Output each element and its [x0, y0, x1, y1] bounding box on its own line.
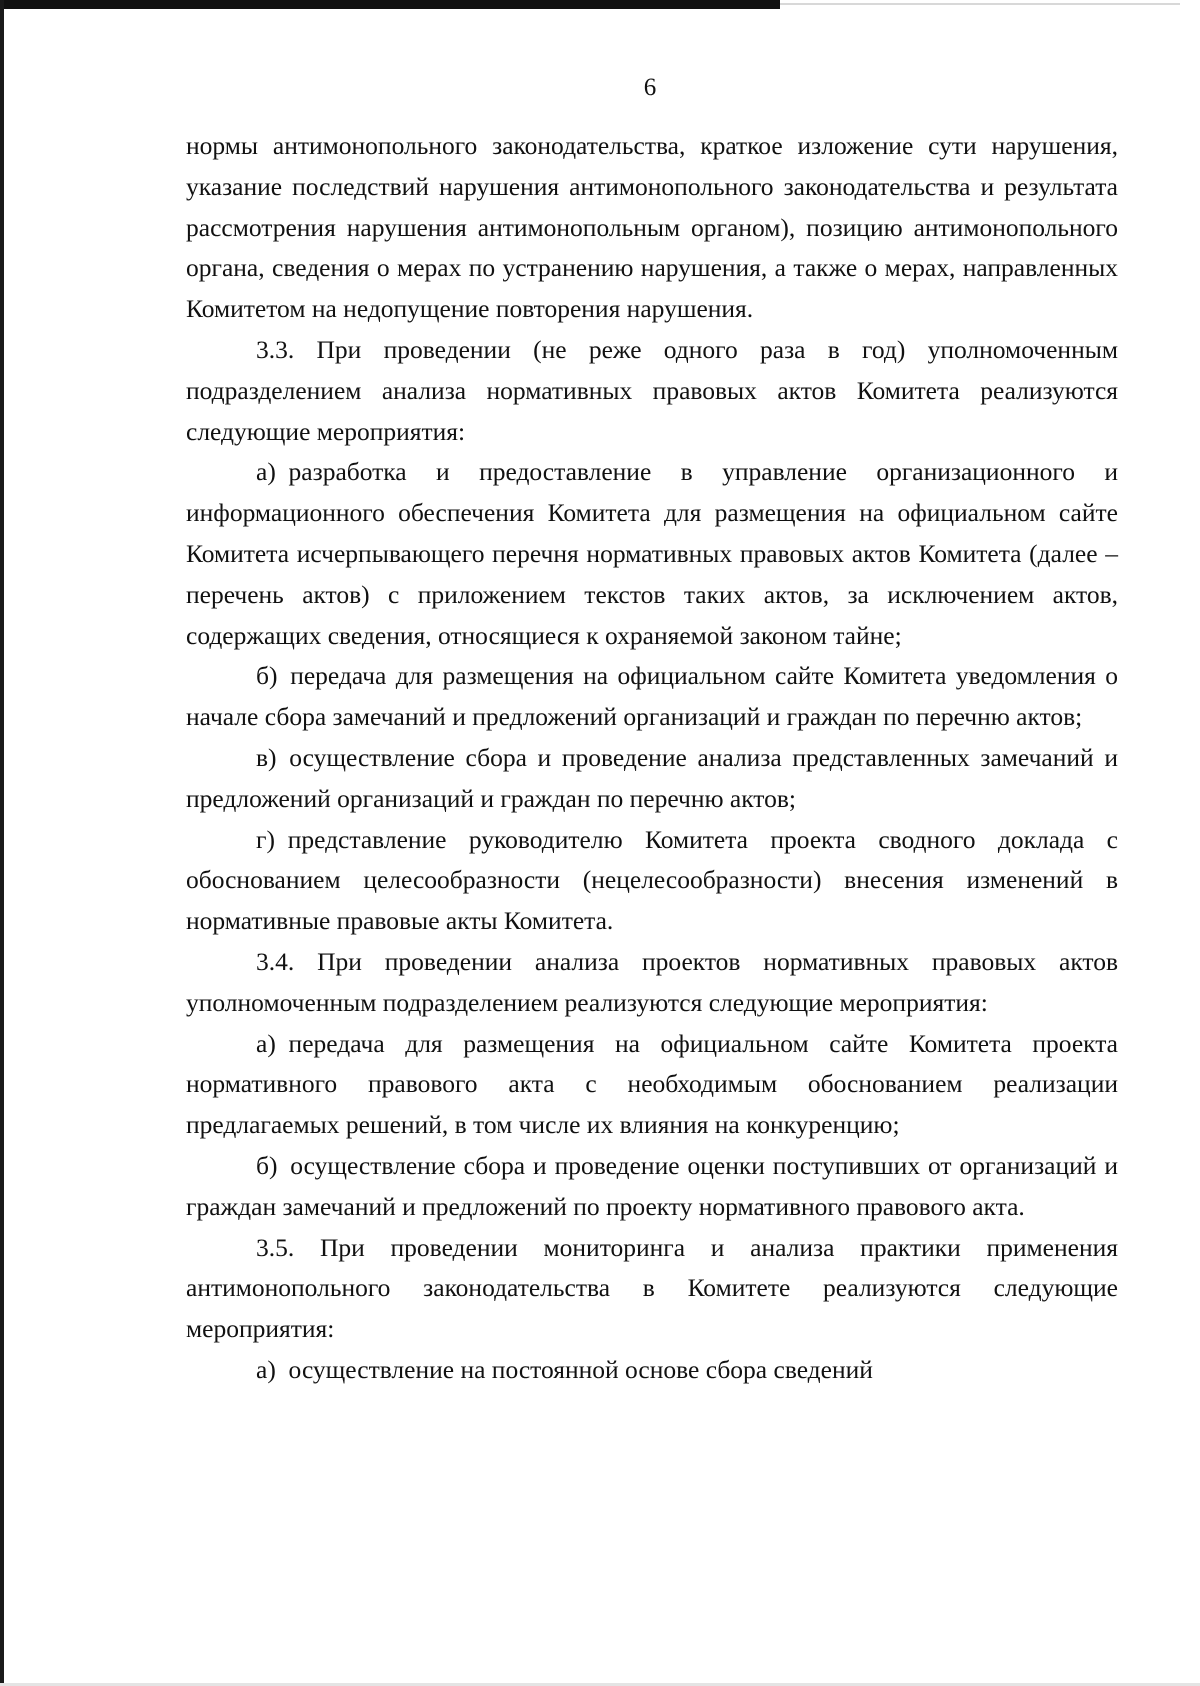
document-body [186, 126, 1118, 1391]
paragraph-continuation: нормы антимонопольного законодательства, краткое изложение сути нарушения, указание последствий нарушения антимонопольного законодательства и результата рассмотрения нарушения антимонопольным органом), позицию антимонопольного органа, сведения о мерах по устранению нарушения, а также о мерах, направленных Комитетом на недопущение повторения нарушения. [186, 131, 1118, 324]
list-item-3-3-g: г) представление руководителю Комитета проекта сводного доклада с обоснованием целесообразности (нецелесообразности) внесения изменений в нормативные правовые акты Комитета. [186, 824, 1118, 936]
list-item-3-4-a: а) передача для размещения на официальном сайте Комитета проекта нормативного правового акта с необходимым обоснованием реализации предлагаемых решений, в том числе их влияния на конкуренцию; [186, 1028, 1118, 1140]
list-item-3-3-b: б) передача для размещения на официальном сайте Комитета уведомления о начале сбора замечаний и предложений организаций и граждан по перечню актов; [186, 661, 1118, 732]
scan-edge-top-faint [780, 3, 1180, 5]
list-item-3-3-v: в) осуществление сбора и проведение анализа представленных замечаний и предложений организаций и граждан по перечню актов; [186, 742, 1118, 813]
paragraph-3-4: 3.4. При проведении анализа проектов нормативных правовых актов уполномоченным подразделением реализуются следующие мероприятия: [186, 946, 1118, 1017]
paragraph-3-5: 3.5. При проведении мониторинга и анализа практики применения антимонопольного законодательства в Комитете реализуются следующие мероприятия: [186, 1232, 1118, 1344]
scan-edge-left [0, 0, 4, 1686]
list-item-3-3-a: а) разработка и предоставление в управление организационного и информационного обеспечения Комитета для размещения на официальном сайте Комитета исчерпывающего перечня нормативных правовых актов Комитета (далее – перечень актов) с приложением текстов таких актов, за исключением актов, содержащих сведения, относящиеся к охраняемой законом тайне; [186, 457, 1118, 650]
paragraph-3-3: 3.3. При проведении (не реже одного раза в год) уполномоченным подразделением анализа нормативных правовых актов Комитета реализуются следующие мероприятия: [186, 334, 1118, 446]
list-item-3-5-a: а) осуществление на постоянной основе сбора сведений [256, 1354, 873, 1384]
list-item-3-4-b: б) осуществление сбора и проведение оценки поступивших от организаций и граждан замечаний и предложений по проекту нормативного правового акта. [186, 1150, 1118, 1221]
scan-edge-top [0, 0, 780, 9]
page-number: 6 [643, 74, 657, 101]
